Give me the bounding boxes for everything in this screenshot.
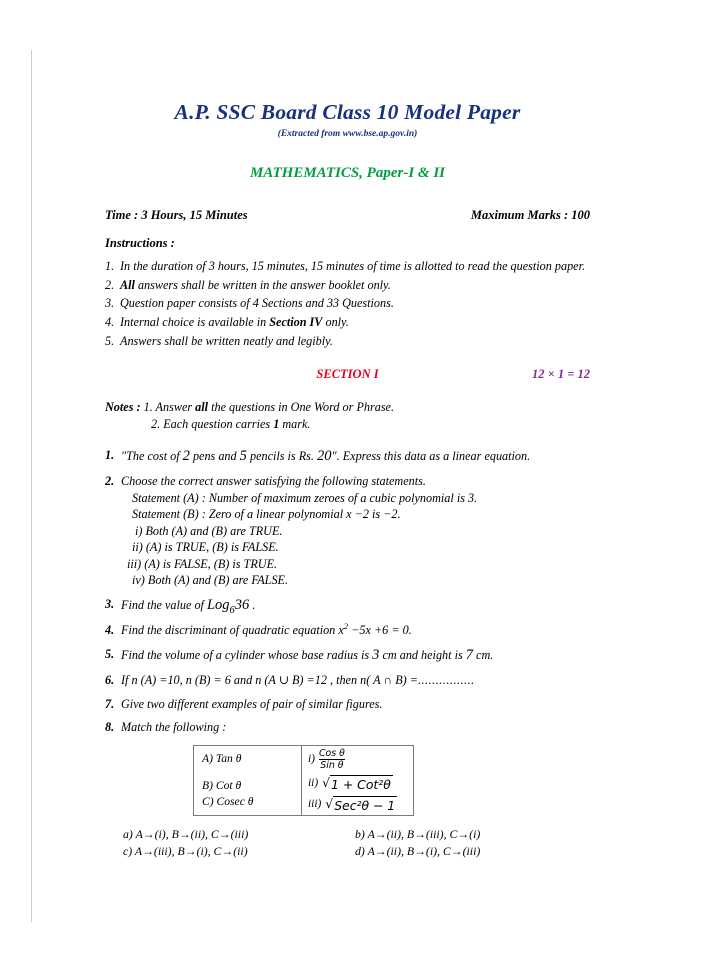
match-right-label-ii: ii) — [308, 777, 319, 790]
q1-value-pencils: 5 — [239, 447, 247, 464]
instruction-emphasis: Section IV — [269, 315, 323, 330]
instruction-text: only. — [322, 315, 349, 330]
match-option-d-text: A→(ii), B→(i), C→(iii) — [367, 843, 481, 858]
question-4-text — [121, 623, 412, 637]
notes-line-2 — [105, 416, 590, 433]
notes-2-pre: 2. Each question carries — [151, 416, 274, 431]
match-right-label-i: i) — [308, 753, 315, 766]
table-row — [194, 745, 414, 815]
match-option-b — [355, 826, 587, 843]
match-option-d — [355, 843, 587, 860]
question-2-option-ii: ii) (A) is TRUE, (B) is FALSE. — [132, 540, 279, 555]
match-option-c-text: A→(iii), B→(i), C→(ii) — [134, 843, 248, 858]
instruction-number: 4. — [105, 315, 115, 330]
instructions-label: Instructions : — [105, 236, 175, 250]
radical-body-iii: Sec²θ − 1 — [334, 797, 396, 813]
match-options-row-1 — [123, 826, 590, 843]
match-left-column — [194, 745, 302, 815]
question-1 — [105, 447, 590, 467]
time-allowed: Time : 3 Hours, 15 Minutes — [105, 208, 248, 222]
match-right-item-ii — [302, 773, 413, 794]
question-7-text: Give two different examples of pair of similar figures. — [121, 696, 383, 711]
radical-sign-icon: √ — [325, 795, 334, 811]
q6-answer-blank: ................ — [417, 673, 475, 688]
instruction-item-5 — [105, 333, 590, 349]
page-title: A.P. SSC Board Class 10 Model Paper — [174, 100, 521, 124]
question-6 — [105, 672, 590, 688]
q3-log-base: 6 — [229, 604, 235, 616]
question-2-number: 2. — [105, 474, 115, 489]
question-8-text: Match the following : — [121, 720, 227, 735]
match-left-label-a: A) — [202, 751, 213, 765]
match-left-label-c: C) — [202, 794, 214, 808]
instruction-item-3 — [105, 295, 590, 311]
q3-part-b: . — [249, 597, 256, 612]
q5-part-b: cm and height is — [379, 647, 466, 662]
match-left-value-c: Cosec θ — [216, 794, 254, 808]
question-3-text — [121, 596, 256, 616]
question-7 — [105, 696, 590, 712]
match-the-following-table — [193, 745, 414, 816]
section-title: SECTION I — [316, 367, 379, 382]
notes-line-1 — [105, 400, 394, 414]
match-option-d-key: d) — [355, 843, 365, 858]
question-5-text — [121, 648, 493, 662]
page-subtitle: (Extracted from www.bse.ap.gov.in) — [277, 129, 418, 139]
instructions-list — [105, 258, 590, 349]
instruction-text: answers shall be written in the answer booklet only. — [134, 277, 391, 292]
match-left-value-a: Tan θ — [215, 751, 242, 765]
question-2-option-iv: iv) Both (A) and (B) are FALSE. — [132, 573, 289, 588]
q1-value-pens: 2 — [182, 447, 190, 464]
instruction-item-1 — [105, 258, 590, 274]
q3-part-a: Find the value of — [121, 597, 207, 612]
question-2-option-iii: iii) (A) is FALSE, (B) is TRUE. — [127, 556, 278, 571]
q1-value-cost: 20 — [317, 447, 332, 464]
question-7-number: 7. — [105, 696, 115, 711]
square-root-expression-ii — [322, 775, 393, 792]
match-option-a-text: A→(i), B→(ii), C→(iii) — [135, 826, 249, 841]
question-5 — [105, 646, 590, 666]
q1-part-c: pencils is Rs. — [246, 448, 317, 463]
instruction-number: 2. — [105, 277, 115, 292]
match-right-column — [302, 745, 414, 815]
square-root-expression-iii — [325, 796, 397, 813]
question-5-number: 5. — [105, 646, 115, 661]
instruction-text: Question paper consists of 4 Sections and 33 Questions. — [120, 296, 394, 311]
instruction-emphasis: All — [120, 277, 135, 292]
q3-log-argument: 36 — [234, 596, 250, 613]
question-6-text — [121, 673, 475, 687]
instruction-number: 3. — [105, 296, 115, 311]
question-2-option-i: i) Both (A) and (B) are TRUE. — [135, 523, 283, 538]
instruction-number: 5. — [105, 333, 115, 348]
instruction-text: In the duration of 3 hours, 15 minutes, 15 minutes of time is allotted to read the question paper. — [120, 259, 586, 273]
q4-part-a: Find the discriminant of quadratic equation x — [121, 623, 344, 638]
match-options-row-2 — [123, 843, 590, 860]
question-8-number: 8. — [105, 720, 115, 735]
q5-radius-value: 3 — [372, 646, 380, 663]
q3-log-word: Log — [206, 596, 230, 613]
cos-over-sin-fraction — [319, 748, 345, 771]
match-left-item-b — [194, 779, 301, 795]
q4-part-b: −5x +6 = 0. — [348, 623, 412, 638]
instruction-text: Answers shall be written neatly and legibly. — [120, 333, 333, 348]
question-2 — [105, 473, 590, 588]
q1-part-a: "The cost of — [121, 448, 183, 463]
question-6-number: 6. — [105, 673, 115, 688]
question-2-statement-b: Statement (B) : Zero of a linear polynomial x −2 is −2. — [132, 507, 401, 522]
match-left-value-b: Cot θ — [215, 778, 242, 792]
notes-label: Notes : — [105, 400, 141, 415]
notes-2-post: mark. — [279, 416, 311, 431]
notes-block — [105, 399, 590, 433]
instruction-text: Internal choice is available in — [120, 315, 270, 330]
q5-height-value: 7 — [465, 646, 473, 663]
notes-1-post: the questions in One Word or Phrase. — [208, 400, 395, 415]
match-answer-options — [105, 826, 590, 860]
match-option-b-key: b) — [355, 826, 365, 841]
match-left-item-a — [194, 746, 301, 779]
match-left-label-b: B) — [202, 778, 213, 792]
fraction-numerator: Cos θ — [318, 747, 345, 759]
match-right-item-iii — [302, 794, 413, 815]
q4-exponent: 2 — [343, 621, 349, 632]
match-left-item-c — [194, 795, 301, 813]
q6-body: If n (A) =10, n (B) = 6 and n (A ∪ B) =12 , then n( A ∩ B) = — [121, 673, 418, 688]
question-4-number: 4. — [105, 623, 115, 638]
section-header-row — [105, 367, 590, 384]
match-right-label-iii: iii) — [308, 798, 322, 811]
section-marks: 12 × 1 = 12 — [532, 367, 590, 382]
match-option-a-key: a) — [123, 826, 133, 841]
questions-list — [105, 447, 590, 736]
question-2-stem: Choose the correct answer satisfying the following statements. — [121, 474, 426, 489]
match-option-a — [123, 826, 355, 843]
question-3-number: 3. — [105, 596, 115, 611]
instruction-item-4 — [105, 314, 590, 330]
match-option-b-text: A→(ii), B→(iii), C→(i) — [367, 826, 481, 841]
instruction-number: 1. — [105, 259, 115, 273]
radical-body-ii: 1 + Cot²θ — [331, 776, 391, 792]
notes-1-pre: 1. Answer — [140, 400, 196, 415]
maximum-marks: Maximum Marks : 100 — [470, 208, 590, 222]
q1-part-b: pens and — [189, 448, 240, 463]
question-3 — [105, 596, 590, 616]
q1-part-d: ". Express this data as a linear equation. — [331, 448, 531, 463]
fraction-denominator: Sin θ — [320, 759, 344, 771]
notes-2-emphasis: 1 — [273, 416, 280, 431]
exam-meta-row — [105, 208, 590, 223]
question-8 — [105, 719, 590, 735]
q5-part-c: cm. — [473, 647, 494, 662]
q5-part-a: Find the volume of a cylinder whose base radius is — [121, 647, 373, 662]
question-1-text — [121, 449, 530, 463]
question-2-statement-a: Statement (A) : Number of maximum zeroes of a cubic polynomial is 3. — [132, 490, 478, 505]
question-1-number: 1. — [105, 447, 115, 462]
match-option-c — [123, 843, 355, 860]
match-option-c-key: c) — [123, 843, 133, 858]
radical-sign-icon: √ — [322, 774, 331, 790]
notes-1-emphasis: all — [195, 400, 209, 415]
subject-heading: MATHEMATICS, Paper-I & II — [249, 165, 446, 181]
match-right-item-i — [302, 746, 413, 773]
question-4 — [105, 622, 590, 638]
q3-log-expression — [206, 596, 250, 616]
instruction-item-2 — [105, 277, 590, 293]
